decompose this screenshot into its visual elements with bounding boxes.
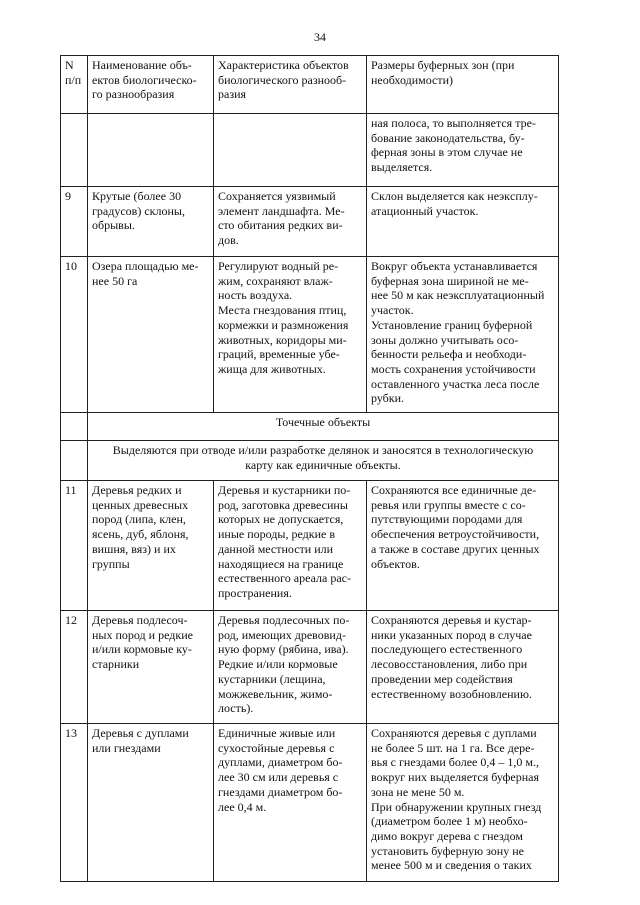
table-header-row: [61, 56, 559, 114]
row-characteristic: Регулируют водный ре- жим, сохраняют влаж- ность воздуха. Места гнездования птиц, кормежки и размножения животных, коридоры ми- граций, временные убе- жища для животных.: [214, 257, 367, 413]
section-note: Выделяются при отводе и/или разработке делянок и заносятся в технологическую карту как единичные объекты.: [88, 441, 559, 481]
table-row: [61, 724, 559, 882]
page-number: 34: [314, 30, 326, 44]
row-num: 11: [61, 481, 88, 611]
row-buffer: Сохраняются деревья и кустар- ники указанных пород в случае последующего естественного лесовосстановления, либо при проведении мер содействия естественному возобновлению.: [367, 611, 559, 724]
header-num: N п/п: [61, 56, 88, 114]
row-num: 9: [61, 187, 88, 257]
row-name: Крутые (более 30 градусов) склоны, обрывы.: [88, 187, 214, 257]
section-title-row: [61, 413, 559, 441]
table-row: [61, 187, 559, 257]
row-name: Деревья с дуплами или гнездами: [88, 724, 214, 882]
table-row: [61, 481, 559, 611]
header-characteristic: Характеристика объектов биологического разнооб- разия: [214, 56, 367, 114]
row-num: 13: [61, 724, 88, 882]
row-name: Озера площадью ме- нее 50 га: [88, 257, 214, 413]
continuation-buffer: ная полоса, то выполняется тре- бование законодательства, бу- ферная зоны в этом случае не выделяется.: [367, 114, 559, 187]
row-name: Деревья подлесоч- ных пород и редкие и/или кормовые ку- старники: [88, 611, 214, 724]
section-title: Точечные объекты: [88, 413, 559, 441]
row-name: Деревья редких и ценных древесных пород (липа, клен, ясень, дуб, яблоня, вишня, вяз) и их группы: [88, 481, 214, 611]
table-row: [61, 114, 559, 187]
row-buffer: Вокруг объекта устанавливается буферная зона шириной не ме- нее 50 м как неэксплуатационный участок. Установление границ буферной зоны должно учитывать осо- бенности рельефа и необходи- мость сохранения устойчивости оставленного участка леса после рубки.: [367, 257, 559, 413]
section-note-row: [61, 441, 559, 481]
buffer-zones-table: [60, 55, 559, 882]
row-characteristic: Деревья и кустарники по- род, заготовка древесины которых не допускается, иные породы, редкие в данной местности или находящиеся на границе естественного ареала рас- пространения.: [214, 481, 367, 611]
header-name: Наименование объ- ектов биологическо- го разнообразия: [88, 56, 214, 114]
table-row: [61, 611, 559, 724]
row-characteristic: Сохраняется уязвимый элемент ландшафта. Ме- сто обитания редких ви- дов.: [214, 187, 367, 257]
row-buffer: Склон выделяется как неэкcплу- атационный участок.: [367, 187, 559, 257]
row-buffer: Сохраняются деревья с дуплами не более 5 шт. на 1 га. Все дере- вья с гнездами более 0,4 – 1,0 м., вокруг них выделяется буферная зона не мене 50 м. При обнаружении крупных гнезд (диаметром более 1 м) необхо- димо вокруг дерева с гнездом установить буферную зону не менее 500 м и сведения о таких: [367, 724, 559, 882]
row-buffer: Сохраняются все единичные де- ревья или группы вместе с со- путствующими породами для обеспечения ветроустойчивости, а также в составе других ценных объектов.: [367, 481, 559, 611]
header-buffer: Размеры буферных зон (при необходимости): [367, 56, 559, 114]
row-num: 10: [61, 257, 88, 413]
table-row: [61, 257, 559, 413]
row-num: 12: [61, 611, 88, 724]
row-characteristic: Деревья подлесочных по- род, имеющих древовид- ную форму (рябина, ива). Редкие и/или кормовые кустарники (лещина, можжевельник, жимо- лость).: [214, 611, 367, 724]
row-characteristic: Единичные живые или сухостойные деревья с дуплами, диаметром бо- лее 30 см или деревья с гнездами диаметром бо- лее 0,4 м.: [214, 724, 367, 882]
